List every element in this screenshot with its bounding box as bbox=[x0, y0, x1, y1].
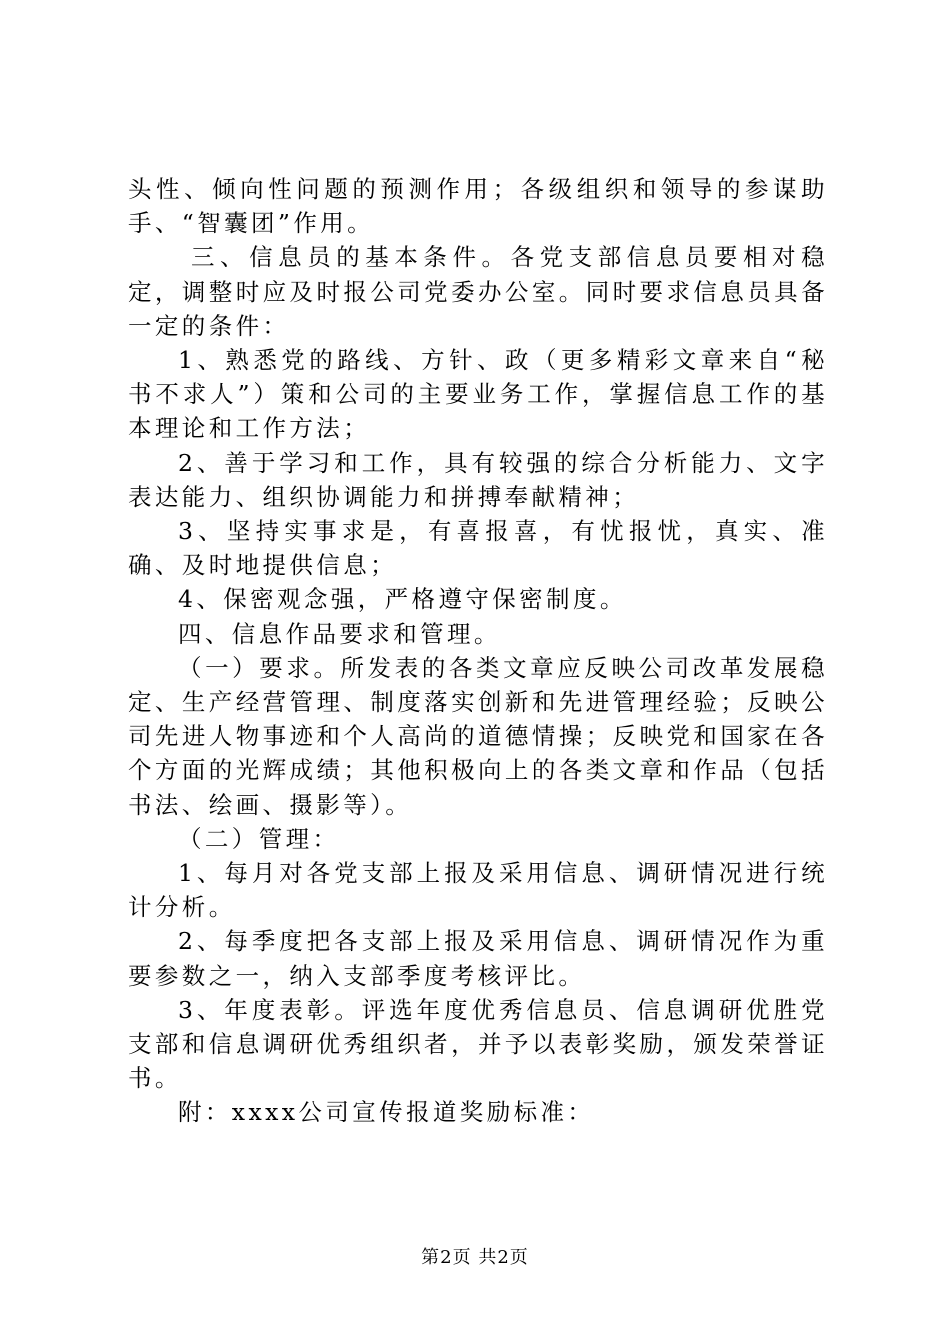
list-item: 3、坚持实事求是，有喜报喜，有忧报忧，真实、准确、及时地提供信息； bbox=[128, 517, 828, 580]
section-heading-works: 四、信息作品要求和管理。 bbox=[178, 619, 501, 648]
document-body bbox=[128, 172, 828, 1130]
list-item: 2、每季度把各支部上报及采用信息、调研情况作为重要参数之一，纳入支部季度考核评比。 bbox=[128, 927, 828, 990]
list-item: 1、每月对各党支部上报及采用信息、调研情况进行统计分析。 bbox=[128, 859, 828, 922]
list-item: 1、熟悉党的路线、方针、政（更多精彩文章来自“秘书不求人”）策和公司的主要业务工作，掌握信息工作的基本理论和工作方法； bbox=[128, 346, 828, 443]
list-item: 4、保密观念强，严格遵守保密制度。 bbox=[178, 585, 627, 614]
attachment-note: 附：xxxx公司宣传报道奖励标准： bbox=[178, 1098, 595, 1127]
list-item: 2、善于学习和工作，具有较强的综合分析能力、文字表达能力、组织协调能力和拼搏奉献精神； bbox=[128, 448, 828, 511]
page-footer: 第2页 共2页 bbox=[421, 1247, 529, 1268]
list-item: 3、年度表彰。评选年度优秀信息员、信息调研优胜党支部和信息调研优秀组织者，并予以表彰奖励，颁发荣誉证书。 bbox=[128, 995, 828, 1093]
section-heading-requirements: 三、信息员的基本条件。各党支部信息员要相对稳定，调整时应及时报公司党委办公室。同时要求信息员具备一定的条件： bbox=[128, 243, 828, 340]
subsection-requirements: （一）要求。所发表的各类文章应反映公司改革发展稳定、生产经营管理、制度落实创新和先进管理经验；反映公司先进人物事迹和个人高尚的道德情操；反映党和国家在各个方面的光辉成绩；其他积极向上的各类文章和作品（包括书法、绘画、摄影等）。 bbox=[128, 653, 828, 819]
subsection-management: （二）管理： bbox=[178, 824, 340, 853]
paragraph-continuation: 头性、倾向性问题的预测作用；各级组织和领导的参谋助手、“智囊团”作用。 bbox=[128, 175, 828, 238]
